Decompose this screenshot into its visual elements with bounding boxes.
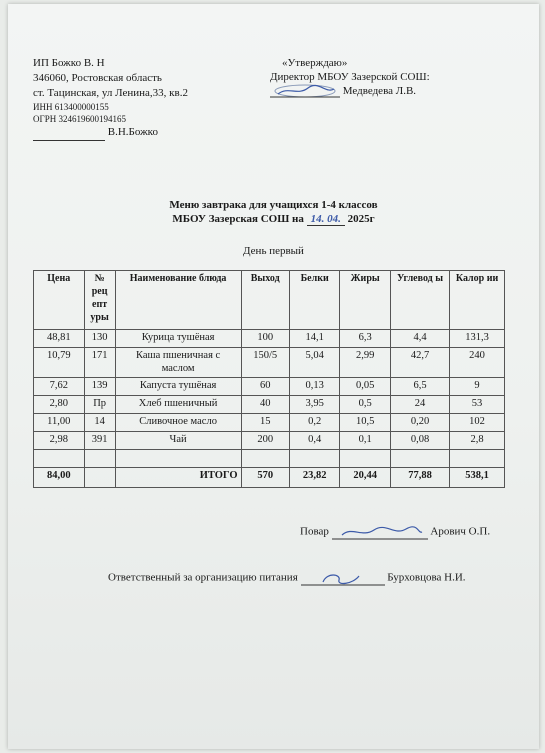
table-row xyxy=(34,414,505,432)
menu-title-school: МБОУ Зазерская СОШ на xyxy=(172,213,304,225)
cell-calories: 131,3 xyxy=(450,330,505,348)
total-price: 84,00 xyxy=(34,468,85,488)
table-header-row xyxy=(34,271,505,330)
total-calories: 538,1 xyxy=(450,468,505,488)
cook-signature-line xyxy=(300,524,490,540)
cell-proteins: 0,2 xyxy=(289,414,340,432)
cell-calories: 53 xyxy=(450,396,505,414)
menu-title xyxy=(8,198,539,226)
cell-carbs: 42,7 xyxy=(390,348,449,378)
total-fats: 20,44 xyxy=(340,468,391,488)
menu-date: 14. 04. xyxy=(307,213,345,226)
cell-calories: 2,8 xyxy=(450,432,505,450)
cell-carbs: 0,08 xyxy=(390,432,449,450)
cell-price: 10,79 xyxy=(34,348,85,378)
cell-dish: Капуста тушёная xyxy=(115,378,241,396)
cell-fats: 0,1 xyxy=(340,432,391,450)
menu-year: 2025г xyxy=(347,213,375,225)
total-yield: 570 xyxy=(241,468,289,488)
menu-title-line1: Меню завтрака для учащихся 1-4 классов xyxy=(169,199,378,211)
menu-table xyxy=(33,270,505,488)
cell-proteins: 0,13 xyxy=(289,378,340,396)
cell-price: 2,98 xyxy=(34,432,85,450)
responsible-name: Бурховцова Н.И. xyxy=(387,571,466,584)
col-fats: Жиры xyxy=(340,271,391,330)
supplier-ogrn: ОГРН 324619600194165 xyxy=(33,114,126,124)
table-row xyxy=(34,378,505,396)
cell-fats: 10,5 xyxy=(340,414,391,432)
cell-yield: 15 xyxy=(241,414,289,432)
cook-label: Повар xyxy=(300,525,329,538)
approval-signer: Медведева Л.В. xyxy=(342,85,417,97)
table-row xyxy=(34,396,505,414)
approval-block xyxy=(270,56,430,98)
total-proteins: 23,82 xyxy=(289,468,340,488)
approval-signature-line xyxy=(270,84,430,98)
approval-label: «Утверждаю» xyxy=(282,57,348,69)
responsible-signature-icon xyxy=(301,570,385,586)
cell-dish: Каша пшеничная с маслом xyxy=(115,348,241,378)
cell-dish: Хлеб пшеничный xyxy=(115,396,241,414)
cell-price: 7,62 xyxy=(34,378,85,396)
table-row-empty xyxy=(34,450,505,468)
col-calories: Калор ии xyxy=(450,271,505,330)
stamp-signature-icon xyxy=(270,84,340,98)
cell-recipe: 139 xyxy=(84,378,115,396)
cell-recipe: Пр xyxy=(84,396,115,414)
cell-calories: 102 xyxy=(450,414,505,432)
approval-position: Директор МБОУ Зазерской СОШ: xyxy=(270,71,430,83)
day-label: День первый xyxy=(243,245,304,257)
col-carbs: Углевод ы xyxy=(390,271,449,330)
total-label: ИТОГО xyxy=(115,468,241,488)
supplier-inn: ИНН 613400000155 xyxy=(33,102,109,112)
responsible-signature-line xyxy=(108,570,466,586)
cell-recipe: 14 xyxy=(84,414,115,432)
cell-price: 2,80 xyxy=(34,396,85,414)
cell-fats: 0,05 xyxy=(340,378,391,396)
cell-calories: 240 xyxy=(450,348,505,378)
cell-price: 11,00 xyxy=(34,414,85,432)
supplier-signature-line xyxy=(33,125,188,141)
menu-title-line2 xyxy=(8,212,539,226)
col-price: Цена xyxy=(34,271,85,330)
col-proteins: Белки xyxy=(289,271,340,330)
supplier-block xyxy=(33,56,188,141)
cell-yield: 100 xyxy=(241,330,289,348)
supplier-signer: В.Н.Божко xyxy=(107,126,158,138)
document-sheet xyxy=(8,4,539,749)
cell-carbs: 4,4 xyxy=(390,330,449,348)
table-row xyxy=(34,432,505,450)
cell-proteins: 14,1 xyxy=(289,330,340,348)
table-row xyxy=(34,330,505,348)
cell-carbs: 24 xyxy=(390,396,449,414)
cell-dish: Чай xyxy=(115,432,241,450)
supplier-name: ИП Божко В. Н xyxy=(33,57,105,69)
supplier-address-street: ст. Тацинская, ул Ленина,33, кв.2 xyxy=(33,87,188,99)
cell-dish: Сливочное масло xyxy=(115,414,241,432)
cell-yield: 40 xyxy=(241,396,289,414)
cell-carbs: 6,5 xyxy=(390,378,449,396)
supplier-address-region: 346060, Ростовская область xyxy=(33,72,162,84)
cell-yield: 60 xyxy=(241,378,289,396)
cell-recipe: 171 xyxy=(84,348,115,378)
cell-calories: 9 xyxy=(450,378,505,396)
cell-recipe: 130 xyxy=(84,330,115,348)
cell-fats: 0,5 xyxy=(340,396,391,414)
cell-proteins: 3,95 xyxy=(289,396,340,414)
cook-name: Арович О.П. xyxy=(430,525,491,538)
cell-yield: 150/5 xyxy=(241,348,289,378)
cell-dish: Курица тушёная xyxy=(115,330,241,348)
cook-signature-icon xyxy=(332,524,428,540)
table-total-row xyxy=(34,468,505,488)
cell-recipe: 391 xyxy=(84,432,115,450)
cell-yield: 200 xyxy=(241,432,289,450)
cell-price: 48,81 xyxy=(34,330,85,348)
cell-fats: 2,99 xyxy=(340,348,391,378)
col-dish-name: Наименование блюда xyxy=(115,271,241,330)
cell-proteins: 5,04 xyxy=(289,348,340,378)
col-recipe-no: № рец епт уры xyxy=(84,271,115,330)
cell-carbs: 0,20 xyxy=(390,414,449,432)
table-row xyxy=(34,348,505,378)
col-yield: Выход xyxy=(241,271,289,330)
cell-fats: 6,3 xyxy=(340,330,391,348)
total-carbs: 77,88 xyxy=(390,468,449,488)
responsible-label: Ответственный за организацию питания xyxy=(108,571,298,584)
total-recipe xyxy=(84,468,115,488)
cell-proteins: 0,4 xyxy=(289,432,340,450)
